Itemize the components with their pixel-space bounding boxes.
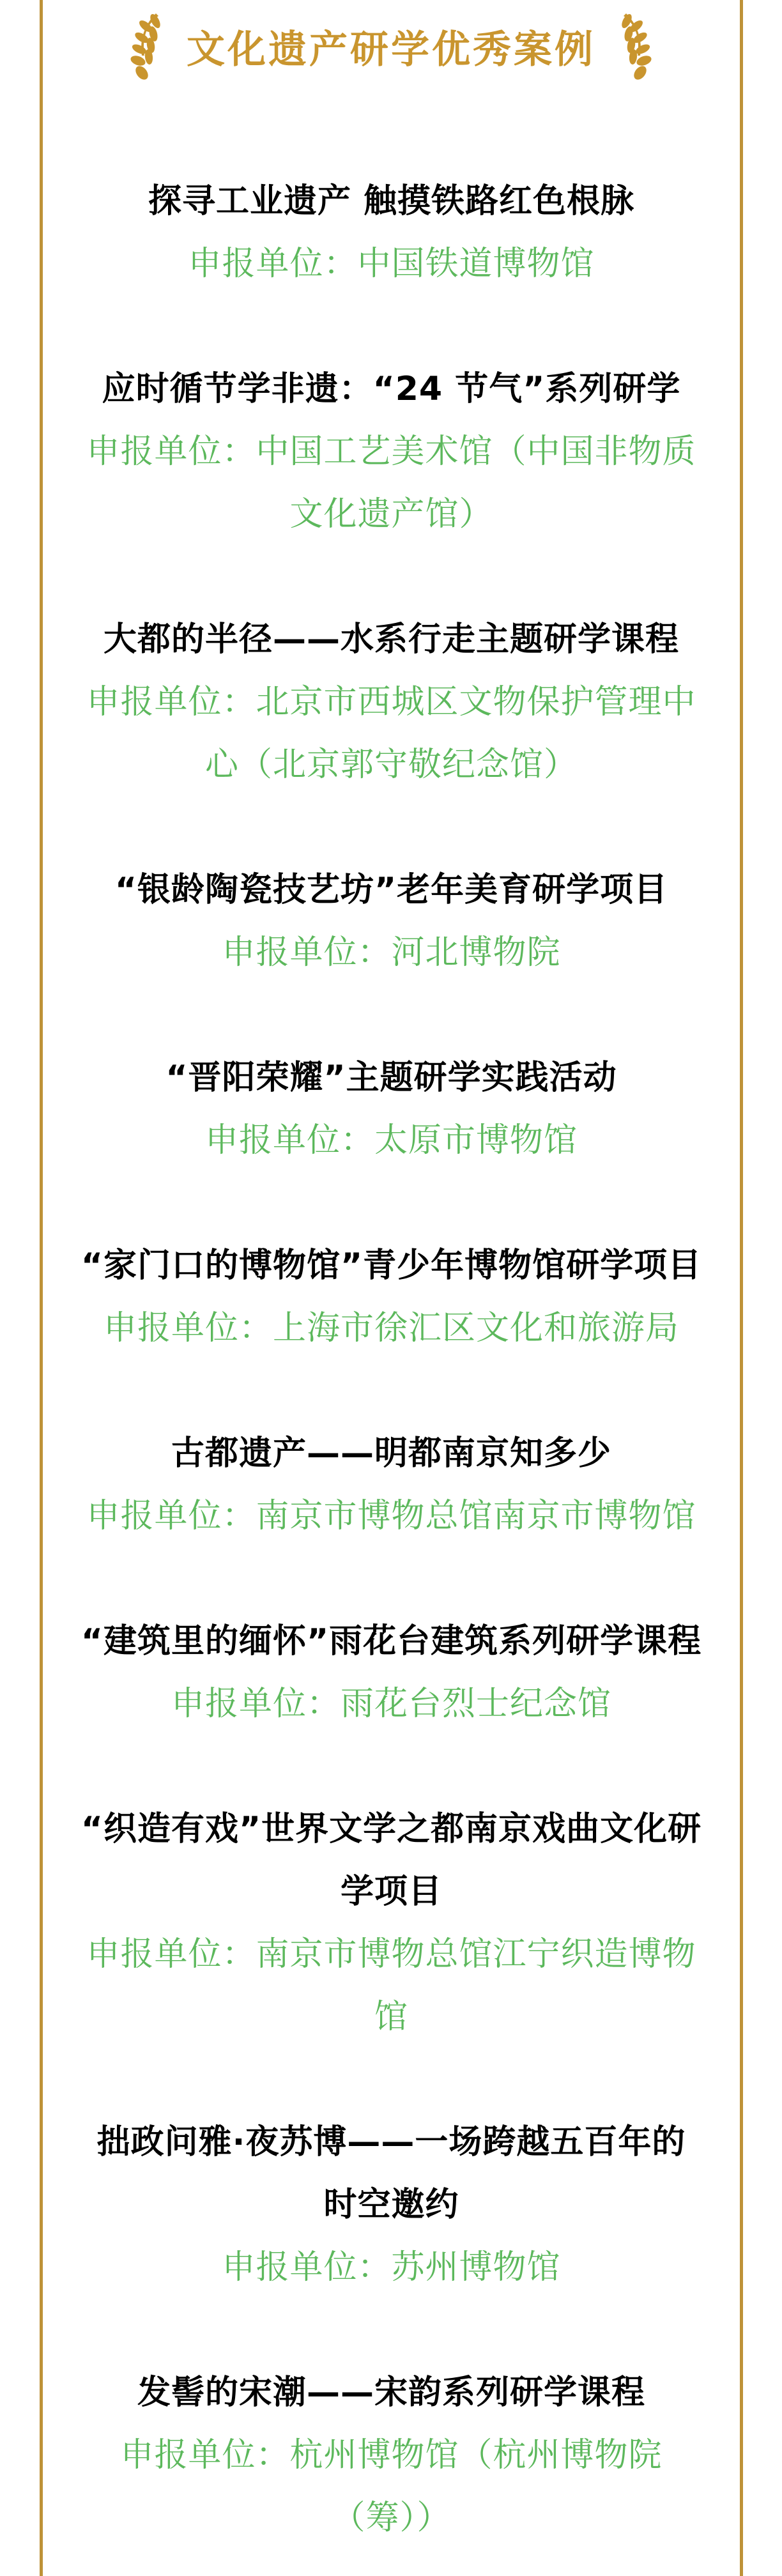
entry [43, 2361, 740, 2549]
entry-unit: 申报单位：上海市徐汇区文化和旅游局 [103, 1309, 679, 1347]
header [0, 10, 782, 83]
page-title: 文化遗产研学优秀案例 [187, 27, 595, 72]
entry-unit: 申报单位：杭州博物馆（杭州博物院 （筹）） [120, 2436, 663, 2537]
entry-title: 探寻工业遗产 触摸铁路红色根脉 [148, 182, 635, 220]
entry-title: “家门口的博物馆”青少年博物馆研学项目 [80, 1246, 702, 1285]
entry-title: “晋阳荣耀”主题研学实践活动 [165, 1059, 617, 1097]
entry [43, 1798, 740, 2048]
entry-unit: 申报单位：苏州博物馆 [222, 2248, 561, 2287]
entry-title: 大都的半径——水系行走主题研学课程 [103, 620, 679, 659]
entry-unit: 申报单位：河北博物院 [222, 933, 561, 972]
entry-title: “银龄陶瓷技艺坊”老年美育研学项目 [114, 871, 668, 909]
entry-unit: 申报单位：南京市博物总馆南京市博物馆 [86, 1497, 696, 1535]
entry [43, 1046, 740, 1172]
entry-title: 应时循节学非遗：“24 节气”系列研学 [102, 370, 681, 408]
entry-unit: 申报单位：雨花台烈士纪念馆 [171, 1685, 611, 1723]
right-border-line [740, 0, 743, 2576]
entry [43, 2111, 740, 2299]
entry [43, 170, 740, 295]
entry-title: 古都遗产——明都南京知多少 [171, 1434, 611, 1473]
entry-title: “织造有戏”世界文学之都南京戏曲文化研 学项目 [80, 1810, 702, 1911]
entry-unit: 申报单位：中国铁道博物馆 [188, 245, 595, 283]
entry-unit: 申报单位：太原市博物馆 [204, 1121, 578, 1160]
entry-unit: 申报单位：中国工艺美术馆（中国非物质 文化遗产馆） [86, 433, 696, 533]
entry [43, 1234, 740, 1360]
wheat-ear-icon-right [617, 12, 654, 81]
entry-title: “建筑里的缅怀”雨花台建筑系列研学课程 [80, 1622, 702, 1660]
entry-title: 发髻的宋潮——宋韵系列研学课程 [137, 2373, 645, 2412]
entry [43, 859, 740, 984]
entries [43, 170, 740, 2549]
entry-title: 拙政问雅·夜苏博——一场跨越五百年的 时空邀约 [96, 2123, 686, 2224]
entry-unit: 申报单位：南京市博物总馆江宁织造博物 馆 [86, 1935, 696, 2036]
entry [43, 608, 740, 796]
entry-unit: 申报单位：北京市西城区文物保护管理中 心（北京郭守敬纪念馆） [86, 683, 696, 784]
entry [43, 1610, 740, 1735]
entry [43, 1422, 740, 1547]
entry [43, 358, 740, 546]
wheat-ear-icon-left [128, 12, 165, 81]
